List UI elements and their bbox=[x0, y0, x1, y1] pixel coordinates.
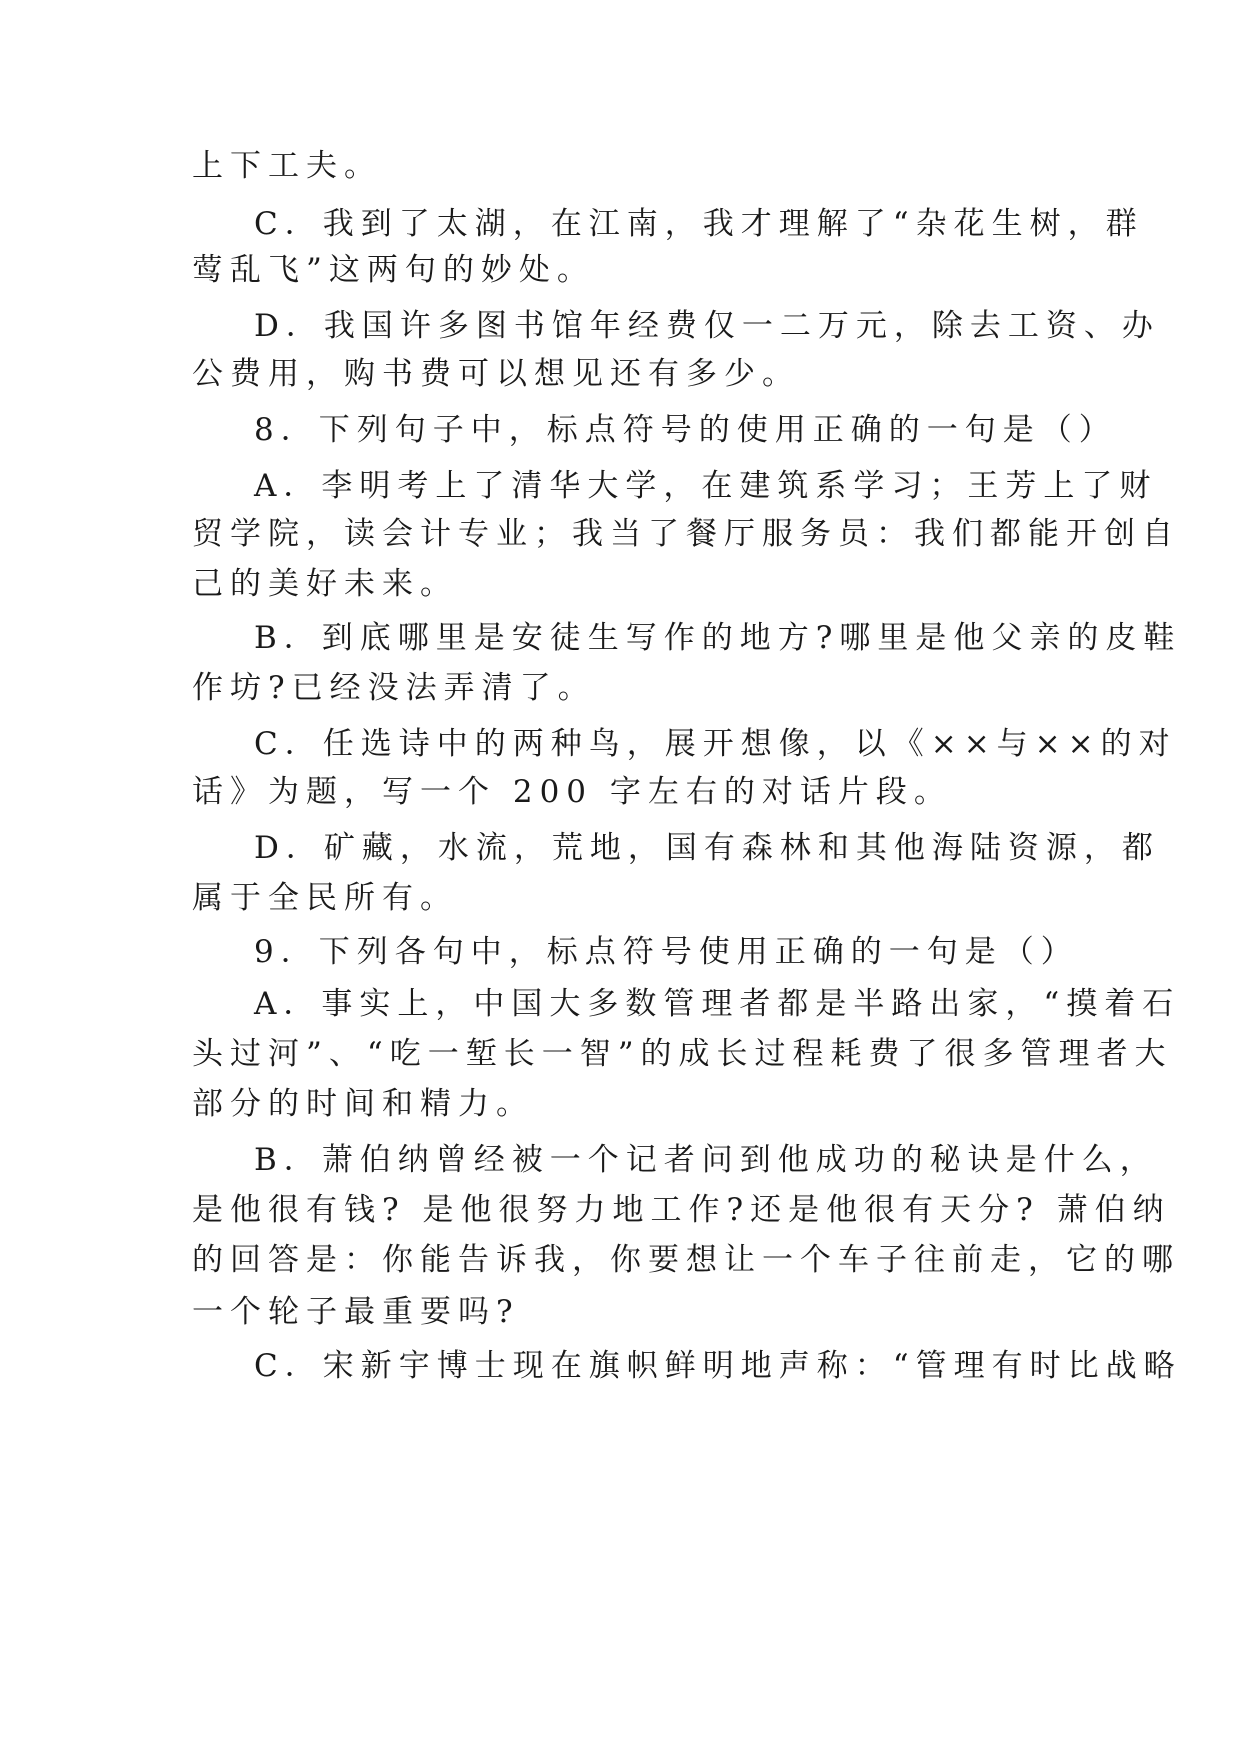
text-line: 是他很有钱? 是他很努力地工作?还是他很有天分? 萧伯纳 bbox=[192, 1192, 1171, 1228]
option-a-line: A．事实上，中国大多数管理者都是半路出家，“摸着石 bbox=[254, 986, 1181, 1022]
text-line: 头过河”、“吃一堑长一智”的成长过程耗费了很多管理者大 bbox=[192, 1036, 1173, 1072]
option-c-line: C．我到了太湖，在江南，我才理解了“杂花生树，群 bbox=[254, 206, 1144, 242]
text-line: 一个轮子最重要吗? bbox=[192, 1294, 520, 1330]
option-b-line: B．到底哪里是安徒生写作的地方?哪里是他父亲的皮鞋 bbox=[254, 620, 1182, 656]
text-line: 贸学院，读会计专业；我当了餐厅服务员：我们都能开创自 bbox=[192, 516, 1180, 552]
text-line: 莺乱飞”这两句的妙处。 bbox=[192, 252, 595, 288]
option-c-line: C．宋新宇博士现在旗帜鲜明地声称：“管理有时比战略 bbox=[254, 1348, 1182, 1384]
text-line: 部分的时间和精力。 bbox=[192, 1086, 534, 1122]
option-d-line: D．我国许多图书馆年经费仅一二万元，除去工资、办 bbox=[254, 308, 1160, 344]
text-line: 的回答是：你能告诉我，你要想让一个车子往前走，它的哪 bbox=[192, 1242, 1180, 1278]
question-9-line: 9．下列各句中，标点符号使用正确的一句是（） bbox=[254, 934, 1079, 970]
text-line: 上下工夫。 bbox=[192, 148, 382, 184]
text-line: 属于全民所有。 bbox=[192, 880, 458, 916]
text-line: 己的美好未来。 bbox=[192, 566, 458, 602]
text-line: 公费用，购书费可以想见还有多少。 bbox=[192, 356, 800, 392]
question-8-line: 8．下列句子中，标点符号的使用正确的一句是（） bbox=[254, 412, 1117, 448]
text-line: 作坊?已经没法弄清了。 bbox=[192, 670, 596, 706]
option-b-line: B．萧伯纳曾经被一个记者问到他成功的秘诀是什么， bbox=[254, 1142, 1158, 1178]
option-c-line: C．任选诗中的两种鸟，展开想像，以《××与××的对 bbox=[254, 726, 1177, 762]
option-a-line: A．李明考上了清华大学，在建筑系学习；王芳上了财 bbox=[254, 468, 1158, 504]
option-d-line: D．矿藏，水流，荒地，国有森林和其他海陆资源，都 bbox=[254, 830, 1160, 866]
text-line: 话》为题，写一个 200 字左右的对话片段。 bbox=[192, 774, 952, 810]
